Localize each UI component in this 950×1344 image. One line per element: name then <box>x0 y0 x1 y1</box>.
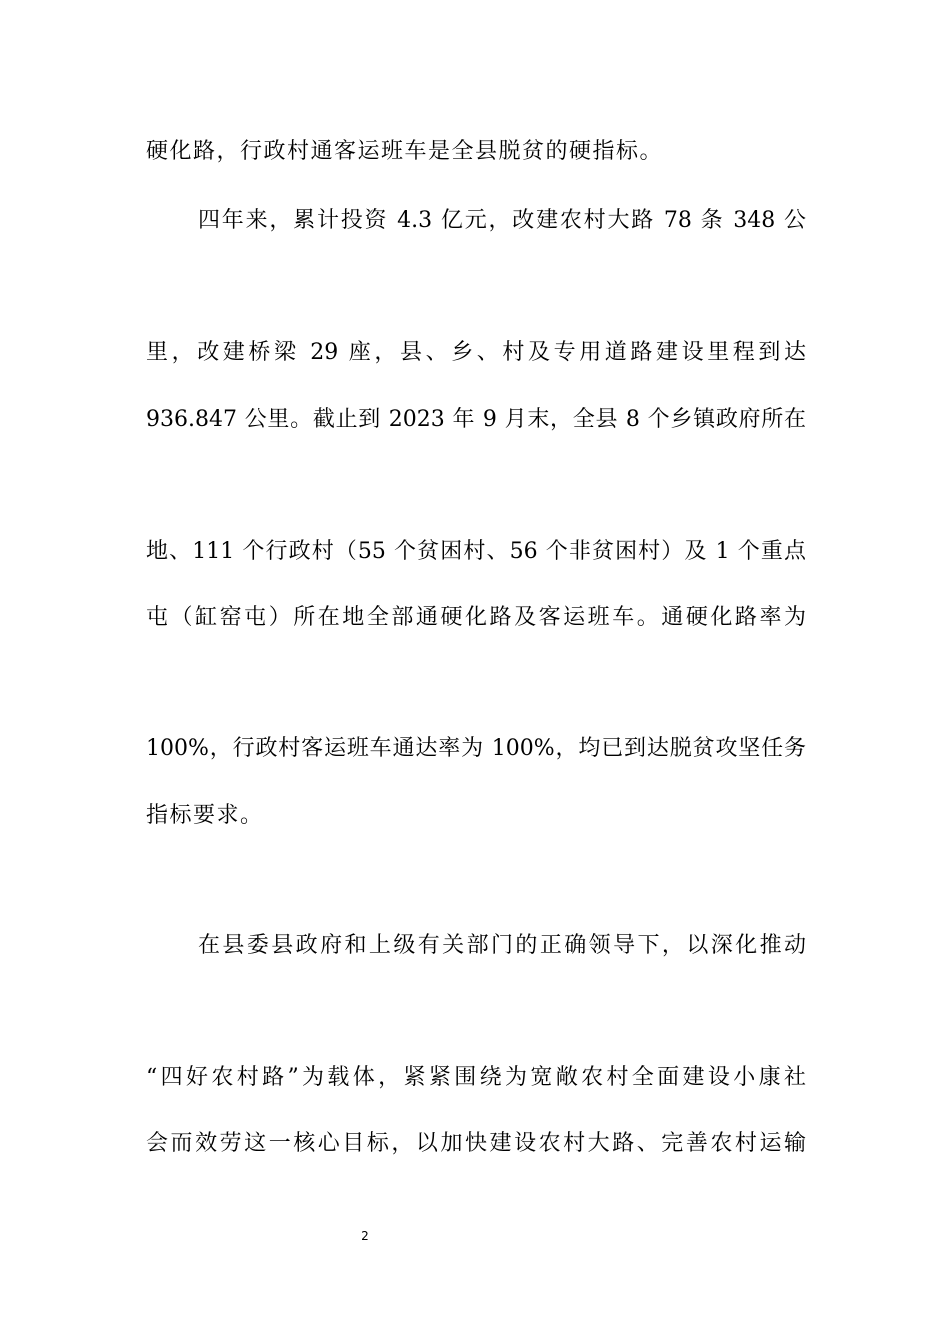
paragraph-3-line-3: 会而效劳这一核心目标，以加快建设农村大路、完善农村运输 <box>146 1131 806 1156</box>
paragraph-3-line-1: 在县委县政府和上级有关部门的正确领导下，以深化推动 <box>198 933 806 958</box>
paragraph-2-line-5: 屯（缸窑屯）所在地全部通硬化路及客运班车。通硬化路率为 <box>146 605 806 630</box>
paragraph-2-line-4: 地、111 个行政村（55 个贫困村、56 个非贫困村）及 1 个重点 <box>146 539 806 564</box>
paragraph-2-line-2: 里，改建桥梁 29 座，县、乡、村及专用道路建设里程到达 <box>146 340 806 365</box>
paragraph-2-line-3: 936.847 公里。截止到 2023 年 9 月末，全县 8 个乡镇政府所在 <box>146 407 806 432</box>
paragraph-3-line-2: “四好农村路”为载体，紧紧围绕为宽敞农村全面建设小康社 <box>146 1065 806 1090</box>
paragraph-2-line-1: 四年来，累计投资 4.3 亿元，改建农村大路 78 条 348 公 <box>198 208 806 233</box>
paragraph-2-line-7: 指标要求。 <box>146 803 264 828</box>
paragraph-1-line-1: 硬化路，行政村通客运班车是全县脱贫的硬指标。 <box>146 139 664 164</box>
page-number: 2 <box>361 1229 369 1243</box>
paragraph-2-line-6: 100%，行政村客运班车通达率为 100%，均已到达脱贫攻坚任务 <box>146 736 806 761</box>
